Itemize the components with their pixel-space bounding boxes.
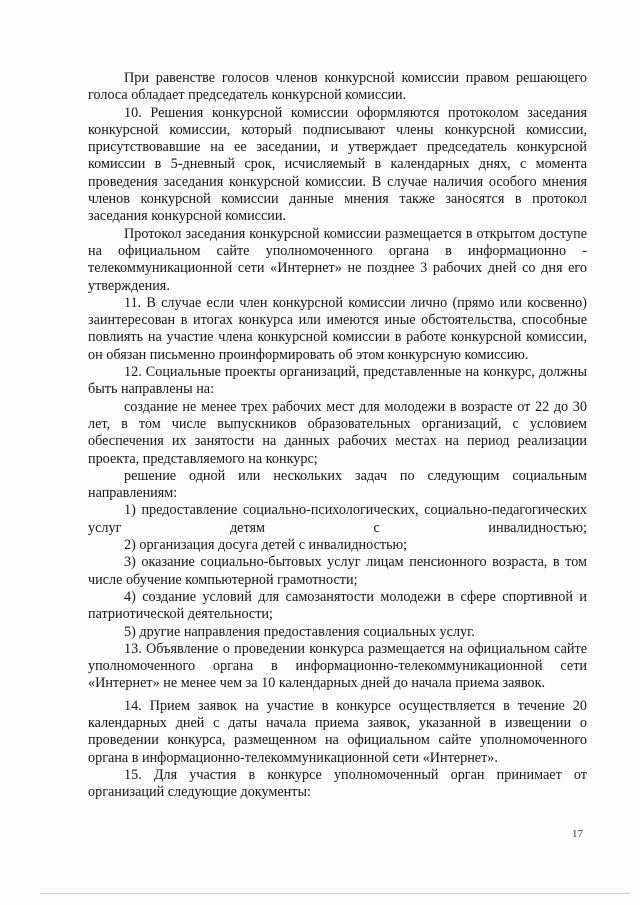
paragraph-10: 10. Решения конкурсной комиссии оформляются протоколом заседания конкурсной комиссии, который подписывают члены конкурсной комиссии, присутствовавшие на ее заседании, и утверждает председатель конкурсной комиссии в 5-дневный срок, исчисляемый в календарных днях, с момента проведения заседания конкурсной комиссии. В случае наличия особого мнения членов конкурсной комиссии данные мнения также заносятся в протокол заседания конкурсной комиссии. bbox=[88, 104, 587, 225]
paragraph-tie-vote: При равенстве голосов членов конкурсной комиссии правом решающего голоса обладает председатель конкурсной комиссии. bbox=[88, 70, 587, 104]
list-item-1: 1) предоставление социально-психологических, социально-педагогических услуг детям с инвалидностью; bbox=[88, 502, 587, 536]
paragraph-social-tasks: решение одной или нескольких задач по следующим социальным направлениям: bbox=[88, 467, 587, 502]
paragraph-protocol-publication: Протокол заседания конкурсной комиссии размещается в открытом доступе на официальном сайте уполномоченного органа в информационно - телекоммуникационной сети «Интернет» не позднее 3 рабочих дней со дня его утверждения. bbox=[88, 225, 587, 294]
list-item-3: 3) оказание социально-бытовых услуг лицам пенсионного возраста, в том числе обучение компьютерной грамотности; bbox=[88, 554, 587, 588]
paragraph-15: 15. Для участия в конкурсе уполномоченный орган принимает от организаций следующие документы: bbox=[88, 766, 587, 801]
paragraph-12: 12. Социальные проекты организаций, представленные на конкурс, должны быть направлены на: bbox=[88, 364, 587, 398]
paragraph-14: 14. Прием заявок на участие в конкурсе осуществляется в течение 20 календарных дней с даты начала приема заявок, указанной в извещении о проведении конкурса, размещенном на официальном сайте уполномоченного органа в информационно-телекоммуникационной сети «Интернет». bbox=[88, 697, 587, 766]
list-item-2: 2) организация досуга детей с инвалидностью; bbox=[124, 537, 408, 554]
paragraph-13: 13. Объявление о проведении конкурса размещается на официальном сайте уполномоченного органа в информационно-телекоммуникационной сети «Интернет» не менее чем за 10 календарных дней до начала приема заявок. bbox=[88, 640, 587, 692]
document-body bbox=[88, 70, 587, 801]
paragraph-jobs-creation: создание не менее трех рабочих мест для молодежи в возрасте от 22 до 30 лет, в том числе выпускников образовательных организаций, с условием обеспечения их занятости на данных рабочих местах на период реализации проекта, представляемого на конкурс; bbox=[88, 398, 587, 467]
list-item-4: 4) создание условий для самозанятости молодежи в сфере спортивной и патриотической деятельности; bbox=[88, 588, 587, 623]
page-number: 17 bbox=[572, 828, 583, 840]
paragraph-11: 11. В случае если член конкурсной комиссии лично (прямо или косвенно) заинтересован в итогах конкурса или имеются иные обстоятельства, способные повлиять на участие члена конкурсной комиссии в работе конкурсной комиссии, он обязан письменно проинформировать об этом конкурсную комиссию. bbox=[88, 294, 587, 363]
scan-edge-line bbox=[40, 893, 630, 894]
list-item-5: 5) другие направления предоставления социальных услуг. bbox=[124, 623, 475, 640]
